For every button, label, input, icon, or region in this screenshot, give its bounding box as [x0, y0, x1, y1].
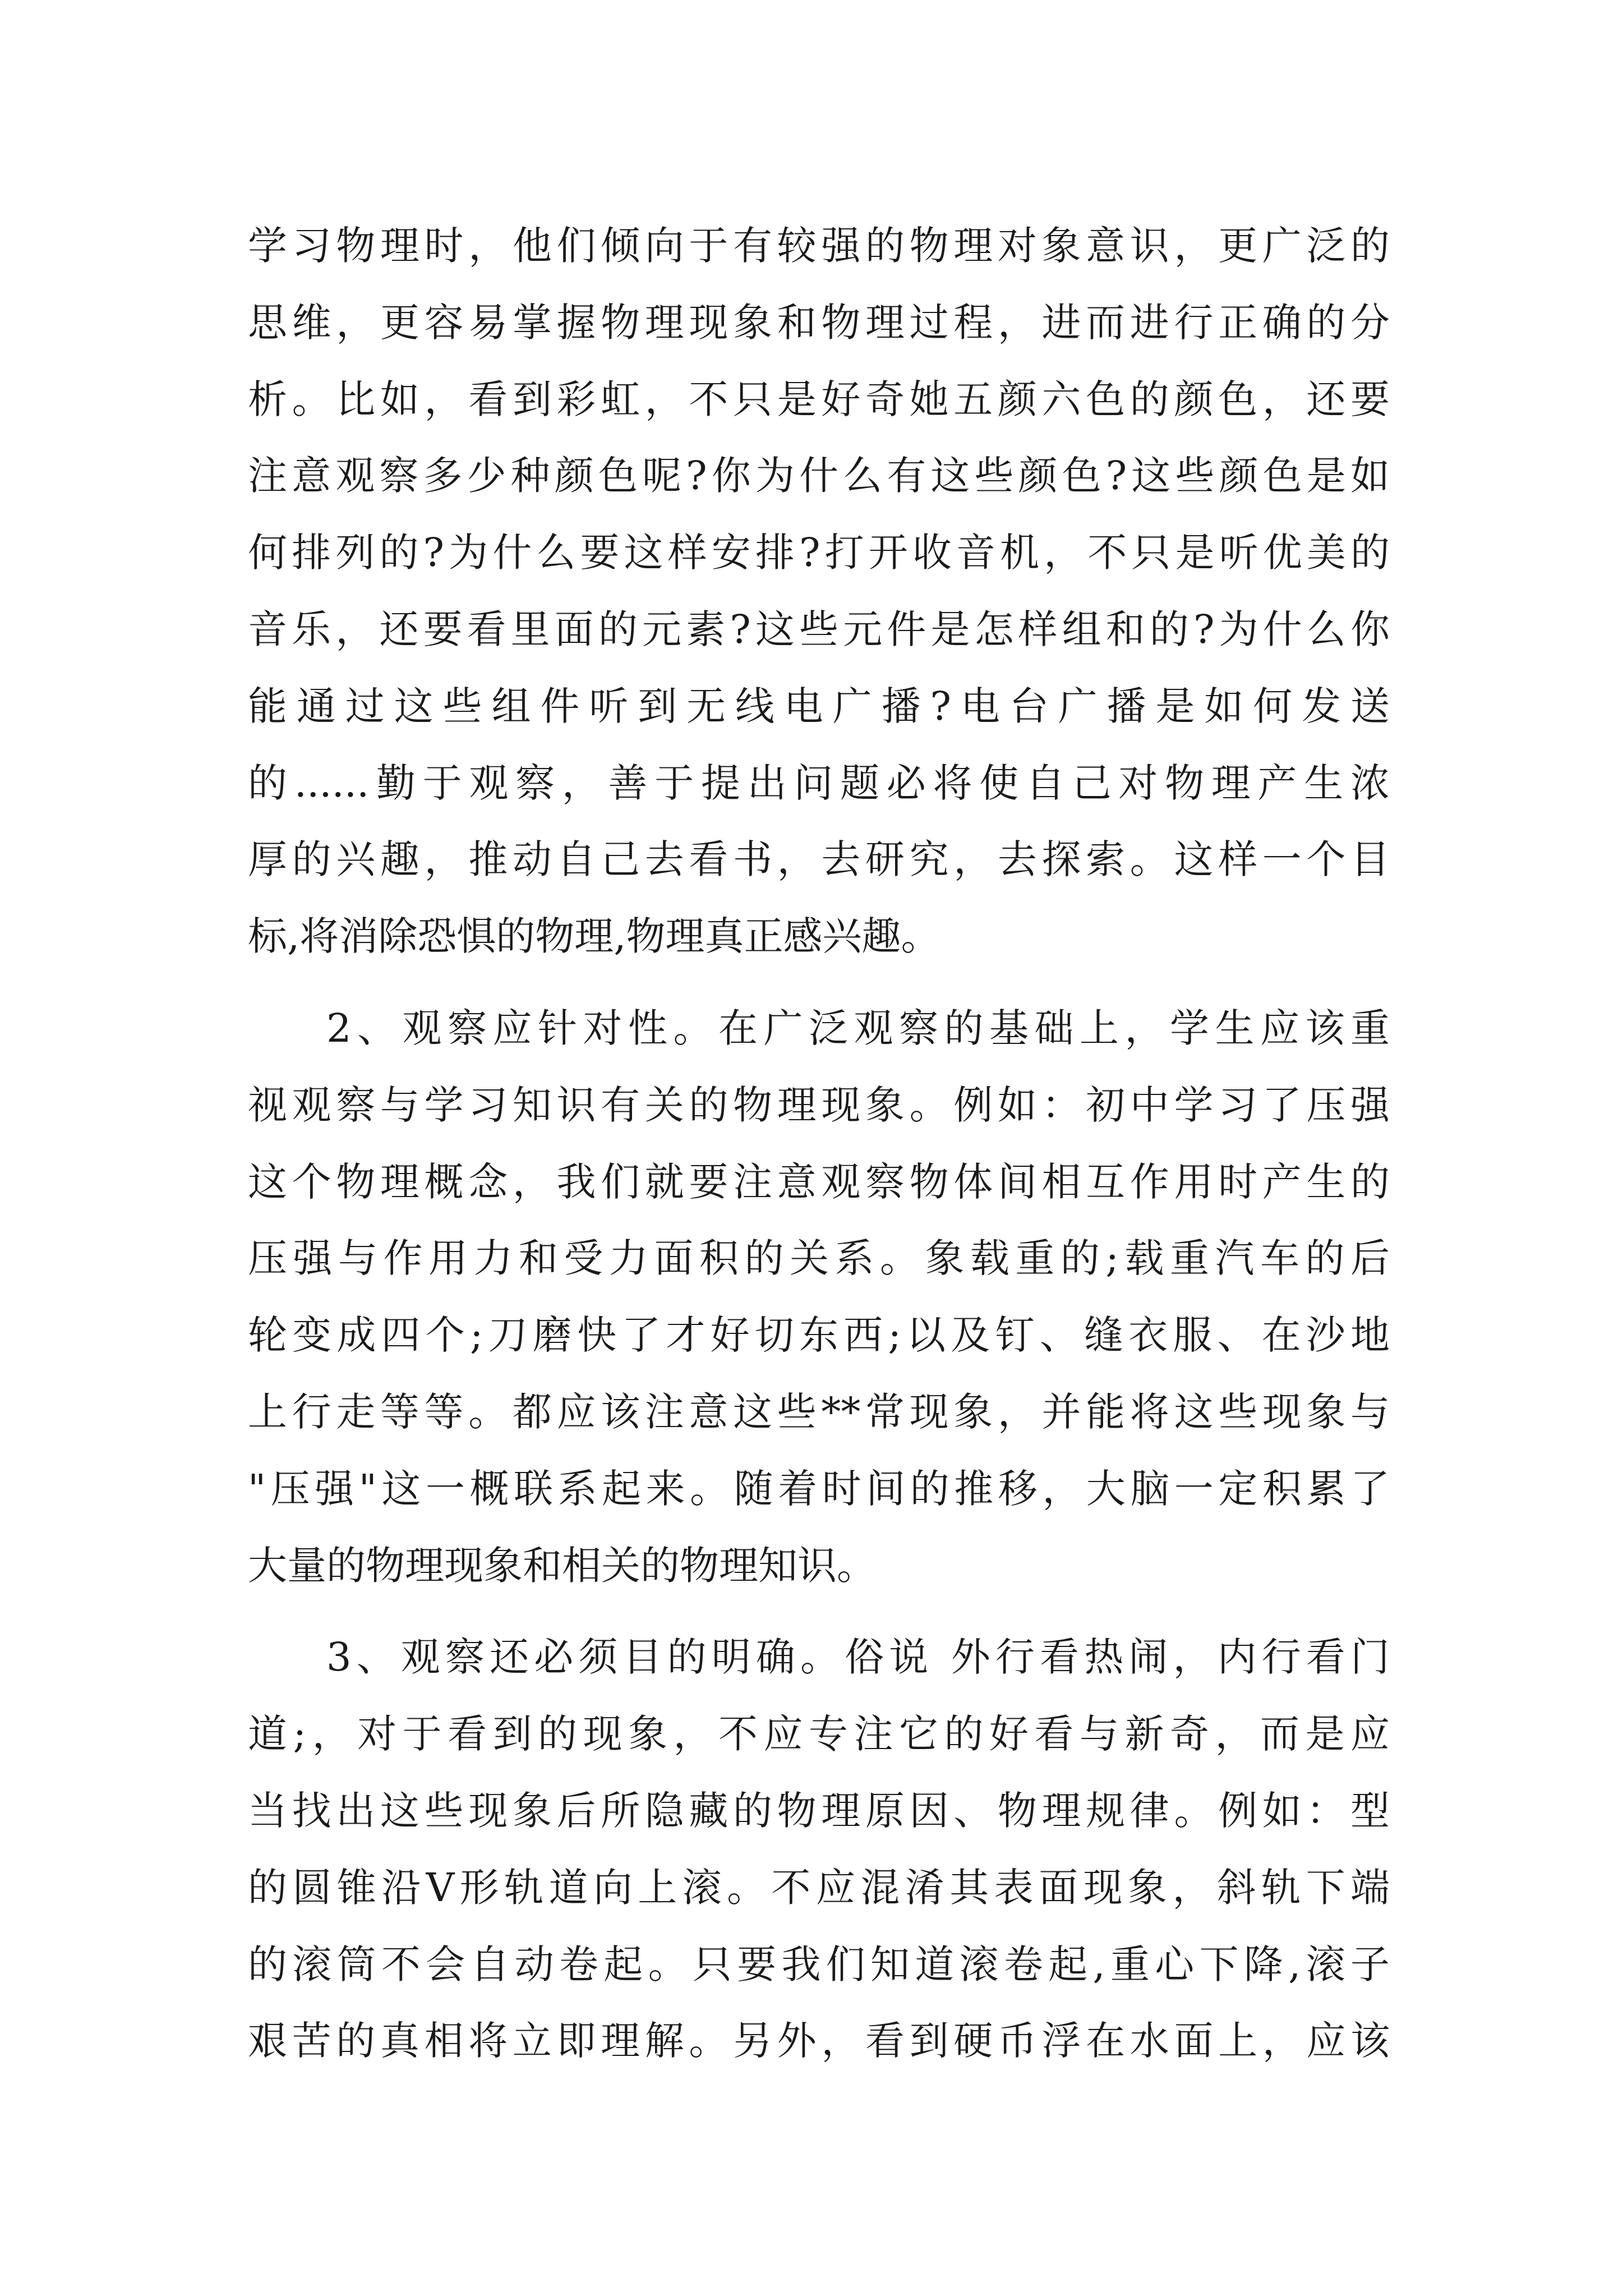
paragraph-spacer — [248, 975, 1390, 990]
paragraph-1 — [248, 208, 1390, 975]
paragraph-line: 能通过这些组件听到无线电广播?电台广播是如何发送 — [248, 683, 1390, 729]
paragraph-line: 何排列的?为什么要这样安排?打开收音机，不只是听优美的 — [248, 530, 1390, 576]
paragraph-line: 音乐，还要看里面的元素?这些元件是怎样组和的?为什么你 — [248, 606, 1390, 652]
paragraph-2 — [248, 990, 1390, 1604]
paragraph-line: 道;，对于看到的现象，不应专注它的好看与新奇，而是应 — [248, 1711, 1390, 1757]
paragraph-line: 3、观察还必须目的明确。俗说 外行看热闹，内行看门 — [326, 1634, 1390, 1681]
paragraph-line: 2、观察应针对性。在广泛观察的基础上，学生应该重 — [326, 1005, 1390, 1051]
paragraph-line: 大量的物理现象和相关的物理知识。 — [248, 1542, 876, 1589]
paragraph-line: "压强"这一概联系起来。随着时间的推移，大脑一定积累了 — [248, 1465, 1390, 1512]
paragraph-spacer — [248, 1604, 1390, 1619]
paragraph-line: 学习物理时，他们倾向于有较强的物理对象意识，更广泛的 — [248, 223, 1390, 269]
paragraph-line: 标,将消除恐惧的物理,物理真正感兴趣。 — [248, 913, 940, 960]
paragraph-line: 的圆锥沿V形轨道向上滚。不应混淆其表面现象，斜轨下端 — [248, 1864, 1390, 1911]
paragraph-line: 厚的兴趣，推动自己去看书，去研究，去探索。这样一个目 — [248, 836, 1390, 883]
paragraph-line: 注意观察多少种颜色呢?你为什么有这些颜色?这些颜色是如 — [248, 453, 1390, 499]
paragraph-line: 的......勤于观察，善于提出问题必将使自己对物理产生浓 — [248, 760, 1390, 806]
paragraph-line: 当找出这些现象后所隐藏的物理原因、物理规律。例如：型 — [248, 1787, 1390, 1834]
paragraph-line: 视观察与学习知识有关的物理现象。例如：初中学习了压强 — [248, 1082, 1390, 1128]
document-body — [248, 208, 1390, 2079]
paragraph-line: 的滚筒不会自动卷起。只要我们知道滚卷起,重心下降,滚子 — [248, 1941, 1390, 1987]
paragraph-line: 上行走等等。都应该注意这些**常现象，并能将这些现象与 — [248, 1388, 1390, 1435]
paragraph-line: 这个物理概念，我们就要注意观察物体间相互作用时产生的 — [248, 1158, 1390, 1205]
paragraph-line: 轮变成四个;刀磨快了才好切东西;以及钉、缝衣服、在沙地 — [248, 1312, 1390, 1359]
paragraph-line: 压强与作用力和受力面积的关系。象载重的;载重汽车的后 — [248, 1235, 1390, 1282]
paragraph-3 — [248, 1619, 1390, 2079]
paragraph-line: 析。比如，看到彩虹，不只是好奇她五颜六色的颜色，还要 — [248, 376, 1390, 422]
paragraph-line: 艰苦的真相将立即理解。另外，看到硬币浮在水面上，应该 — [248, 2018, 1390, 2064]
paragraph-line: 思维，更容易掌握物理现象和物理过程，进而进行正确的分 — [248, 299, 1390, 346]
